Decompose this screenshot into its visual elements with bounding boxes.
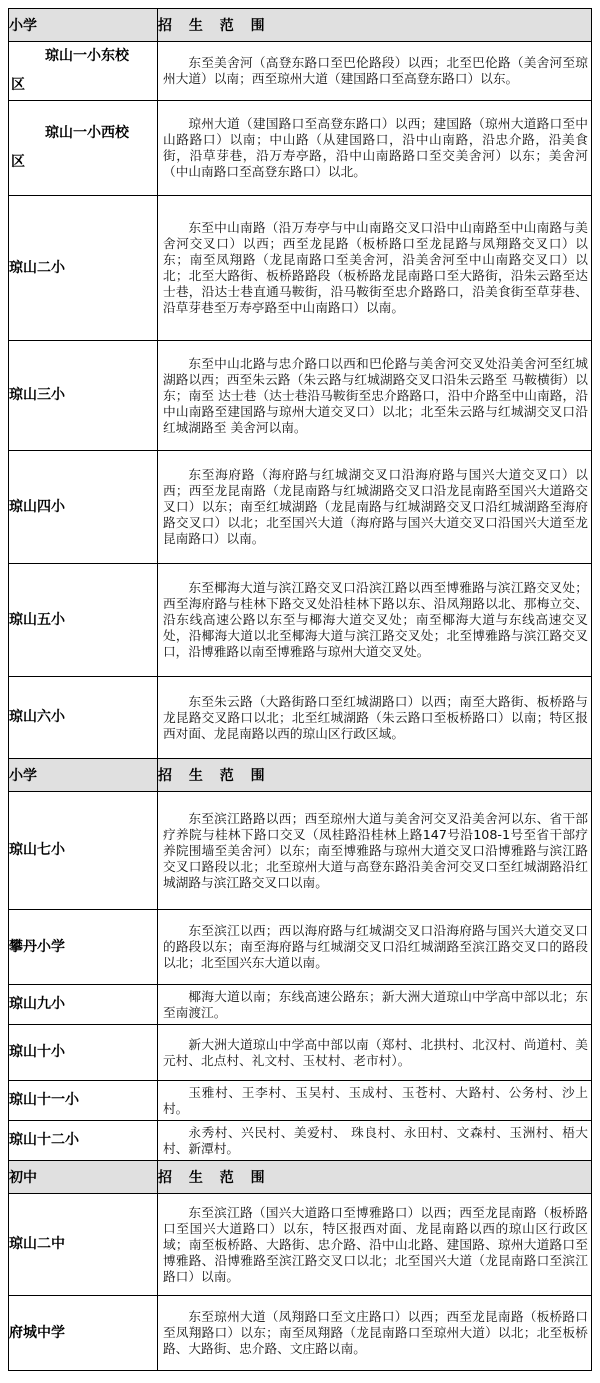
school-row <box>9 451 592 564</box>
school-row <box>9 677 592 759</box>
enrollment-range-text: 新大洲大道琼山中学高中部以南（郑村、北拱村、北汉村、尚道村、美元村、北点村、礼文村、玉杖村、老市村）。 <box>158 1025 592 1081</box>
enrollment-range-text: 琼州大道（建国路口至高登东路口）以西；建国路（琼州大道路口至中山路路口）以南；中山路（从建国路口，沿中山南路，沿忠介路，沿美食街，沿草芽巷，沿万寿亭路，沿中山南路路口至交美舍河）以东；美舍河（中山南路口至高登东路口）以北。 <box>158 101 592 196</box>
school-name: 琼山一小西校 区 <box>9 101 158 196</box>
school-name: 琼山二中 <box>9 1194 158 1296</box>
school-name: 攀丹小学 <box>9 910 158 985</box>
school-name: 琼山三小 <box>9 341 158 451</box>
school-name: 琼山六小 <box>9 677 158 759</box>
school-name: 琼山五小 <box>9 564 158 677</box>
school-row <box>9 341 592 451</box>
section-header-row <box>9 1161 592 1194</box>
enrollment-range-text: 东至椰海大道与滨江路交叉口沿滨江路以西至博雅路与滨江路交叉处；西至海府路与桂林下路交叉处沿桂林下路以东、沿凤翔路以北、那梅立交、沿东线高速公路以东至与椰海大道交叉处；南至椰海大道与东线高速交叉处，沿椰海大道以北至椰海大道与滨江路交叉处；北至博雅路与滨江路交叉口，沿博雅路以南至博雅路与琼州大道交叉处。 <box>158 564 592 677</box>
section-level-label: 小学 <box>9 759 158 792</box>
school-name: 琼山七小 <box>9 792 158 910</box>
range-column-header: 招 生 范 围 <box>158 1161 592 1194</box>
school-row <box>9 1121 592 1161</box>
section-level-label: 小学 <box>9 9 158 42</box>
school-row <box>9 42 592 101</box>
enrollment-range-text: 东至海府路（海府路与红城湖交叉口沿海府路与国兴大道交叉口）以西；西至龙昆南路（龙昆南路与红城湖路交叉口沿龙昆南路至国兴大道路交叉口）以东；南至红城湖路（龙昆南路与红城湖路交叉口沿红城湖路至海府路交叉口）以北；北至国兴大道（海府路与国兴大道交叉口沿国兴大道至龙昆南路口）以南。 <box>158 451 592 564</box>
enrollment-zone-table <box>8 8 592 1371</box>
enrollment-range-text: 东至滨江路路以西；西至琼州大道与美舍河交叉沿美舍河以东、省干部疗养院与桂林下路口交叉（凤桂路沿桂林上路147号沿108-1号至省干部疗养院围墙至美舍河）以东；南至博雅路与琼州大道交叉口沿博雅路与滨江路交叉口路段以北；北至琼州大道与高登东路沿美舍河交叉口至红城湖路沿红城湖路与滨江路交叉口以南。 <box>158 792 592 910</box>
school-row <box>9 1025 592 1081</box>
school-row <box>9 1296 592 1371</box>
enrollment-range-text: 椰海大道以南；东线高速公路东；新大洲大道琼山中学高中部以北；东至南渡江。 <box>158 985 592 1025</box>
school-name: 琼山十二小 <box>9 1121 158 1161</box>
school-name: 琼山二小 <box>9 196 158 341</box>
range-column-header: 招 生 范 围 <box>158 759 592 792</box>
school-row <box>9 564 592 677</box>
section-level-label: 初中 <box>9 1161 158 1194</box>
school-row <box>9 910 592 985</box>
enrollment-range-text: 东至美舍河（高登东路口至巴伦路段）以西；北至巴伦路（美舍河至琼州大道）以南；西至琼州大道（建国路口至高登东路口）以东。 <box>158 42 592 101</box>
section-header-row <box>9 9 592 42</box>
school-name: 琼山九小 <box>9 985 158 1025</box>
range-column-header: 招 生 范 围 <box>158 9 592 42</box>
enrollment-range-text: 东至滨江路（国兴大道路口至博雅路口）以西；西至龙昆南路（板桥路口至国兴大道路口）以东，特区报西对面、龙昆南路以西的琼山区行政区域；南至板桥路、大路街、忠介路、沿中山北路、建国路、琼州大道路口至博雅路、沿博雅路至滨江路交叉口以北；北至国兴大道（龙昆南路口至滨江路口）以南。 <box>158 1194 592 1296</box>
school-name: 琼山一小东校 区 <box>9 42 158 101</box>
school-row <box>9 196 592 341</box>
school-name: 琼山四小 <box>9 451 158 564</box>
enrollment-range-text: 东至中山北路与忠介路口以西和巴伦路与美舍河交叉处沿美舍河至红城湖路以西；西至朱云路（朱云路与红城湖路交叉口沿朱云路至 马鞍横街）以东；南至 达士巷（达士巷沿马鞍街至忠介路路口，沿中介路至中山南路，沿中山南路至建国路与琼州大道交叉口）以北；北至朱云路与红城湖交叉口沿红城湖路至 美舍河以南。 <box>158 341 592 451</box>
enrollment-range-text: 东至朱云路（大路街路口至红城湖路口）以西；南至大路街、板桥路与龙昆路交叉路口以北；北至红城湖路（朱云路口至板桥路口）以南；特区报西对面、龙昆南路以西的琼山区行政区域。 <box>158 677 592 759</box>
school-row <box>9 1081 592 1121</box>
school-name: 琼山十一小 <box>9 1081 158 1121</box>
school-row <box>9 101 592 196</box>
school-row <box>9 792 592 910</box>
school-row <box>9 1194 592 1296</box>
school-row <box>9 985 592 1025</box>
school-name: 府城中学 <box>9 1296 158 1371</box>
enrollment-range-text: 东至琼州大道（凤翔路口至文庄路口）以西；西至龙昆南路（板桥路口至凤翔路口）以东；南至凤翔路（龙昆南路口至琼州大道）以北；北至板桥路、大路街、忠介路、文庄路以南。 <box>158 1296 592 1371</box>
section-header-row <box>9 759 592 792</box>
enrollment-range-text: 玉雅村、王李村、玉吴村、玉成村、玉苍村、大路村、公务村、沙上村。 <box>158 1081 592 1121</box>
enrollment-range-text: 东至中山南路（沿万寿亭与中山南路交叉口沿中山南路至中山南路与美舍河交叉口）以西；西至龙昆路（板桥路口至龙昆路与凤翔路交叉口）以东；南至凤翔路（龙昆南路口至美舍河，沿美舍河至中山南路交叉口）以北；北至大路街、板桥路路段（板桥路龙昆南路口至大路街，沿朱云路至达士巷，沿达士巷直通马鞍街，沿马鞍街至忠介路路口，沿美食街至草芽巷、沿草芽巷至万寿亭路至中山南路口）以南。 <box>158 196 592 341</box>
enrollment-range-text: 永秀村、兴民村、美爱村、 珠良村、永田村、文森村、玉洲村、梧大村、新潭村。 <box>158 1121 592 1161</box>
enrollment-range-text: 东至滨江以西；西以海府路与红城湖交叉口沿海府路与国兴大道交叉口的路段以东；南至海府路与红城湖交叉口沿红城湖路至滨江路交叉口的路段以北；北至国兴东大道以南。 <box>158 910 592 985</box>
school-name: 琼山十小 <box>9 1025 158 1081</box>
